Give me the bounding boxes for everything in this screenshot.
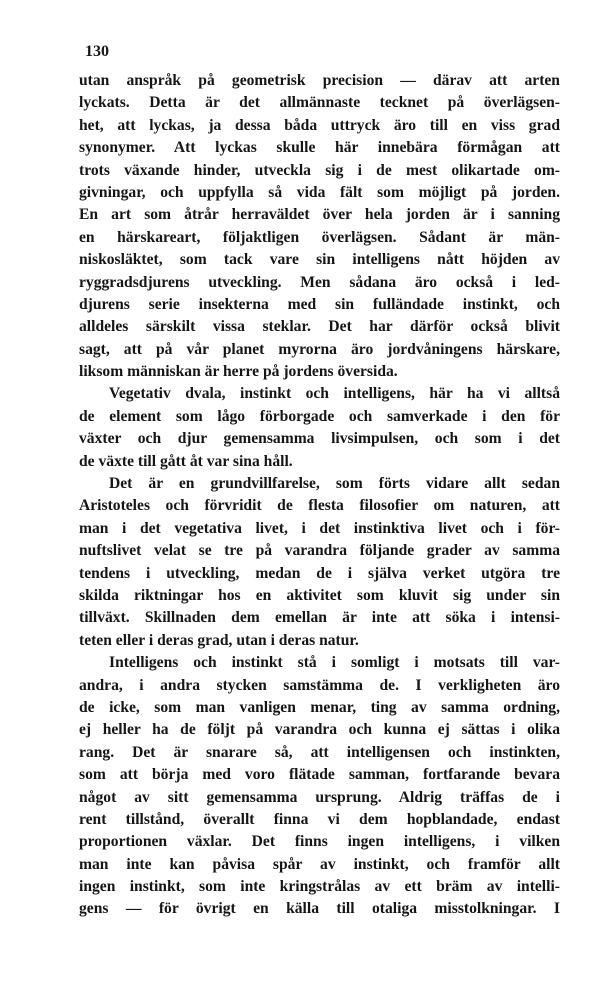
text-line: En art som åtrår herraväldet över hela jorden är i sanning: [79, 206, 560, 224]
text-line: man inte kan påvisa spår av instinkt, och framför allt: [79, 855, 560, 873]
text-line: teten eller i deras grad, utan i deras natur.: [79, 631, 359, 649]
text-line: sagt, att på vår planet myrorna äro jordvåningens härskare,: [79, 340, 560, 358]
text-line: Intelligens och instinkt stå i somligt i motsats till var-: [109, 654, 560, 672]
paragraph: [79, 652, 560, 921]
text-line: skilda riktningar hos en aktivitet som kluvit sig under sin: [79, 586, 560, 604]
text-line: djurens serie insekterna med sin fulländade instinkt, och: [79, 295, 560, 313]
text-line: alldeles särskilt vissa steklar. Det har därför också blivit: [79, 318, 560, 336]
text-line: het, att lyckas, ja dessa båda uttryck äro till en viss grad: [79, 116, 560, 134]
text-line: lyckats. Detta är det allmännaste tecknet på överlägsen-: [79, 94, 560, 112]
text-line: de element som lågo förborgade och samverkade i den för: [79, 407, 560, 425]
text-line: niskosläktet, som tack vare sin intelligens nått höjden av: [79, 251, 560, 269]
page-number: 130: [85, 43, 109, 60]
text-line: något av sitt gemensamma ursprung. Aldrig träffas de i: [79, 788, 560, 806]
paragraph: [79, 473, 560, 652]
text-line: växter och djur gemensamma livsimpulsen, och som i det: [79, 430, 560, 448]
text-line: trots växande hinder, utveckla sig i de mest olikartade om-: [79, 161, 560, 179]
text-line: de icke, som man vanligen menar, ting av samma ordning,: [79, 698, 560, 716]
text-line: Aristoteles och förvridit de flesta filosofier om naturen, att: [79, 497, 560, 515]
text-line: de växte till gått åt var sina håll.: [79, 452, 293, 470]
text-line: liksom människan är herre på jordens översida.: [79, 363, 398, 381]
text-line: tillväxt. Skillnaden dem emellan är inte att söka i intensi-: [79, 609, 560, 627]
text-line: ingen instinkt, som inte kringstrålas av ett bräm av intelli-: [79, 878, 560, 896]
text-line: proportionen växlar. Det finns ingen intelligens, i vilken: [79, 833, 560, 851]
text-line: nuftslivet velat se tre på varandra följande grader av samma: [79, 542, 560, 560]
text-line: andra, i andra stycken samstämma de. I verkligheten äro: [79, 676, 560, 694]
text-line: synonymer. Att lyckas skulle här innebära förmågan att: [79, 139, 560, 157]
text-line: utan anspråk på geometrisk precision — därav att arten: [79, 72, 560, 89]
text-line: man i det vegetativa livet, i det instinktiva livet och i för-: [79, 519, 560, 537]
text-line: tendens i utveckling, medan de i själva verket utgöra tre: [79, 564, 560, 582]
text-line: en härskareart, följaktligen överlägsen. Sådant är män-: [79, 228, 560, 246]
body-text: [79, 70, 560, 921]
text-line: gens — för övrigt en källa till otaliga misstolkningar. I: [79, 900, 560, 918]
text-line: givningar, och uppfylla så vida fält som möjligt på jorden.: [79, 183, 560, 201]
text-line: ej heller ha de följt på varandra och kunna ej sättas i olika: [79, 721, 560, 739]
text-line: som att börja med voro flätade samman, fortfarande bevara: [79, 766, 560, 784]
text-line: Det är en grundvillfarelse, som förts vidare allt sedan: [109, 475, 560, 493]
text-line: Vegetativ dvala, instinkt och intelligens, här ha vi alltså: [109, 385, 560, 403]
text-line: rent tillstånd, överallt finna vi dem hopblandade, endast: [79, 810, 560, 828]
text-line: rang. Det är snarare så, att intelligensen och instinkten,: [79, 743, 560, 761]
paragraph: [79, 70, 560, 383]
paragraph: [79, 383, 560, 473]
text-line: ryggradsdjurens utveckling. Men sådana äro också i led-: [79, 273, 560, 291]
